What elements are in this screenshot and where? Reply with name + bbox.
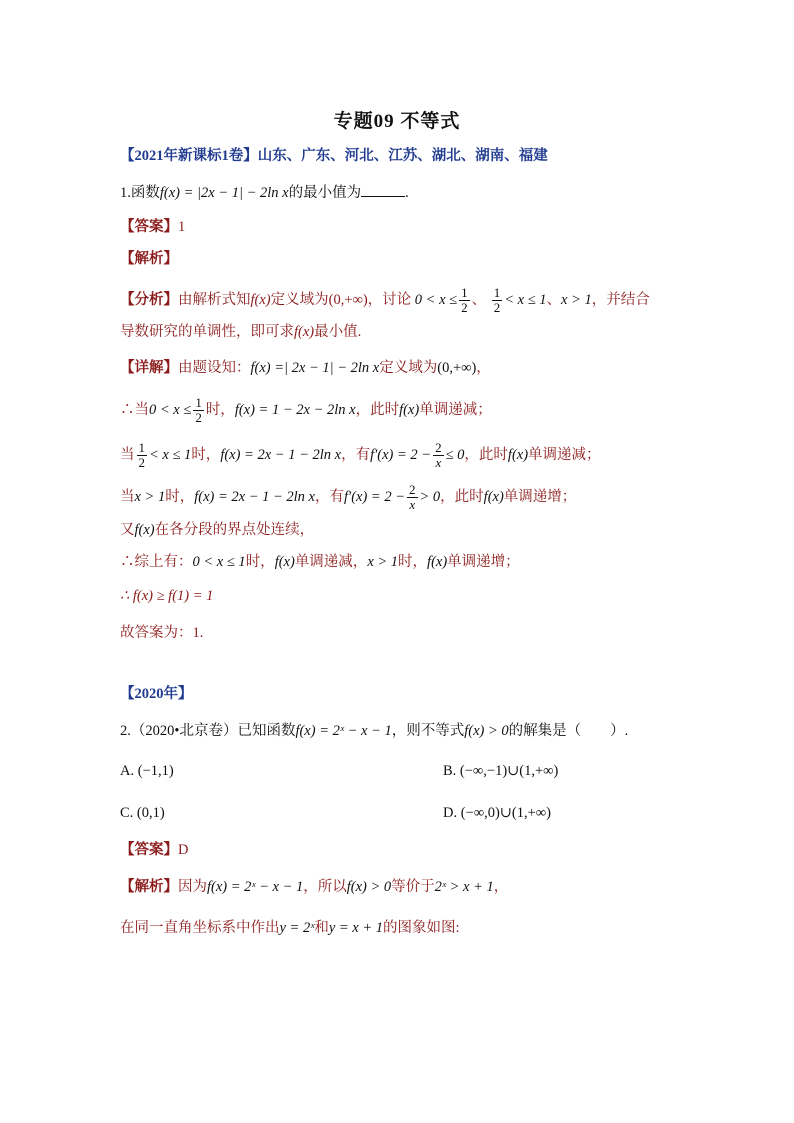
page-title: 专题09 不等式 (333, 111, 461, 132)
answer-line-1: 【答案】1 (120, 219, 186, 235)
answer-line-2: 【答案】D (120, 842, 189, 858)
fraction-two-over-x: $\frac{2}{x}$ (409, 482, 416, 512)
fraction-two-over-x: $\frac{2}{x}$ (435, 440, 442, 470)
detail-line-2: 当 $\frac{1}{2}$ < x ≤ 1时，f(x) = 2x − 1 − 2ln x，有f′(x) = 2 − $\frac{2}{x}$ ≤ 0，此时f(x)单调递减； (120, 440, 601, 470)
xiangjie-line: 【详解】由题设知：f(x) =| 2x − 1| − 2ln x定义域为(0,+∞)， (120, 360, 491, 376)
fraction-half: $\frac{1}{2}$ (138, 440, 145, 470)
fraction-half: $\frac{1}{2}$ (493, 285, 501, 315)
detail-line-7: 故答案为：1. (120, 625, 204, 641)
option-a[interactable]: A. (−1,1) (120, 763, 174, 779)
section-header-2021: 【2021年新课标1卷】山东、广东、河北、江苏、湖北、湖南、福建 (120, 148, 548, 164)
option-c[interactable]: C. (0,1) (120, 805, 165, 821)
jiexi-line-2: 【解析】因为f(x) = 2ˣ − x − 1，所以f(x) > 0等价于2ˣ > x + 1， (120, 879, 509, 895)
fenxi-line-1: 【分析】由解析式知f(x)定义域为(0,+∞)，讨论 0 < x ≤ $\frac{1}{2}$ 、 $\frac{1}{2}$ < x ≤ 1、x > 1，并结合 (120, 285, 650, 315)
option-d[interactable]: D. (−∞,0)∪(1,+∞) (443, 805, 551, 821)
jiexi-tag-1: 【解析】 (120, 251, 178, 267)
question-2: 2.（2020•北京卷）已知函数f(x) = 2ˣ − x − 1，则不等式f(x) > 0的解集是（ ）. (120, 723, 629, 739)
fraction-half: $\frac{1}{2}$ (461, 285, 468, 315)
answer-blank (361, 182, 405, 197)
section-header-2020: 【2020年】 (120, 686, 193, 702)
detail-line-6: ∴ f(x) ≥ f(1) = 1 (120, 588, 214, 604)
fenxi-line-2: 导数研究的单调性，即可求f(x)最小值. (120, 324, 362, 340)
detail-line-4: 又f(x)在各分段的界点处连续， (120, 522, 315, 538)
detail-line-3: 当x > 1时，f(x) = 2x − 1 − 2ln x，有f′(x) = 2 − $\frac{2}{x}$ > 0，此时f(x)单调递增； (120, 482, 577, 512)
detail-line-5: ∴综上有：0 < x ≤ 1时，f(x)单调递减，x > 1时，f(x)单调递增； (120, 554, 520, 570)
graph-intro-line: 在同一直角坐标系中作出y = 2ˣ和y = x + 1的图象如图: (120, 920, 460, 936)
detail-line-1: ∴当0 < x ≤ $\frac{1}{2}$ 时，f(x) = 1 − 2x − 2ln x，此时f(x)单调递减； (120, 395, 492, 425)
question-1: 1.函数f(x) = |2x − 1| − 2ln x的最小值为 . (120, 182, 409, 203)
fraction-half: $\frac{1}{2}$ (195, 395, 202, 425)
option-b[interactable]: B. (−∞,−1)∪(1,+∞) (443, 763, 559, 779)
